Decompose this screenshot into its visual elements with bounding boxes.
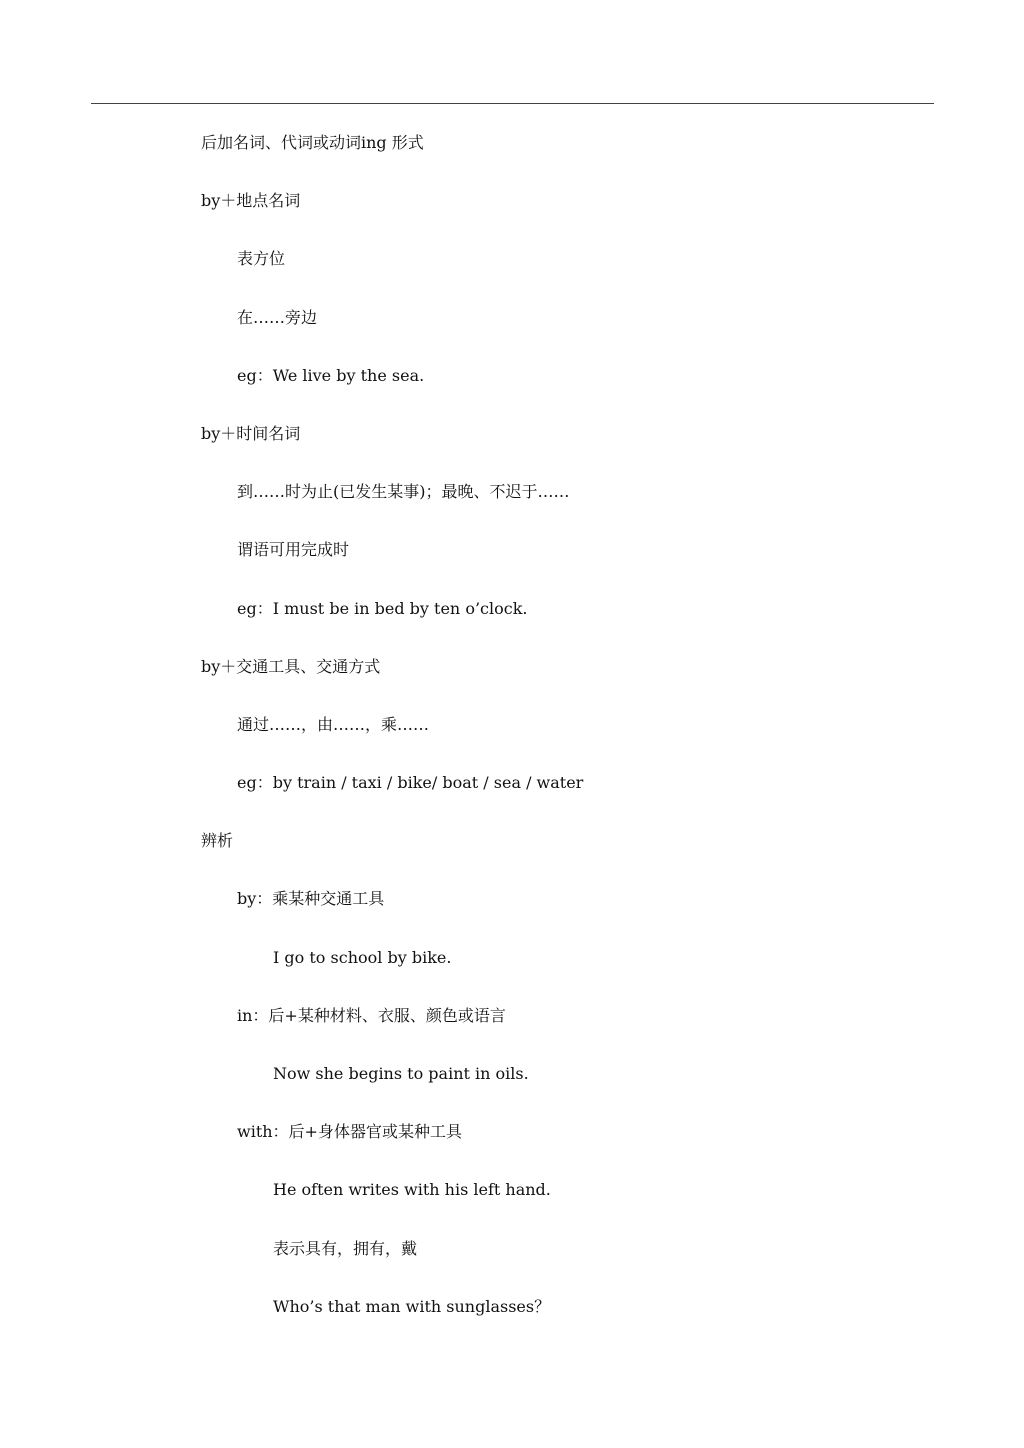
example-line: eg：I must be in bed by ten o’clock. — [237, 598, 528, 618]
section-heading: by＋交通工具、交通方式 — [201, 656, 381, 676]
example-line: Now she begins to paint in oils. — [273, 1064, 529, 1083]
text-line: with：后+身体器官或某种工具 — [237, 1122, 462, 1142]
text-line: 通过……，由……，乘…… — [237, 714, 430, 734]
example-line: Who’s that man with sunglasses？ — [273, 1296, 551, 1316]
example-line: eg：by train / taxi / bike/ boat / sea / water — [237, 773, 584, 793]
example-line: He often writes with his left hand. — [273, 1180, 551, 1200]
section-heading: by＋时间名词 — [201, 423, 301, 443]
text-line: 表方位 — [237, 249, 286, 269]
text-line: 在……旁边 — [237, 307, 318, 327]
text-line: 后加名词、代词或动词ing 形式 — [201, 133, 424, 152]
text-line: in：后+某种材料、衣服、颜色或语言 — [237, 1005, 506, 1025]
section-heading: by＋地点名词 — [201, 191, 301, 211]
section-heading: 辨析 — [201, 831, 234, 851]
example-line: eg：We live by the sea. — [237, 365, 425, 385]
text-line: 表示具有，拥有，戴 — [273, 1238, 418, 1258]
text-line: 到……时为止(已发生某事)；最晚、不迟于…… — [237, 482, 570, 502]
document-body — [0, 131, 1024, 1353]
header-rule — [91, 103, 934, 104]
example-line: I go to school by bike. — [273, 947, 452, 967]
text-line: by：乘某种交通工具 — [237, 889, 385, 909]
text-line: 谓语可用完成时 — [237, 540, 350, 560]
